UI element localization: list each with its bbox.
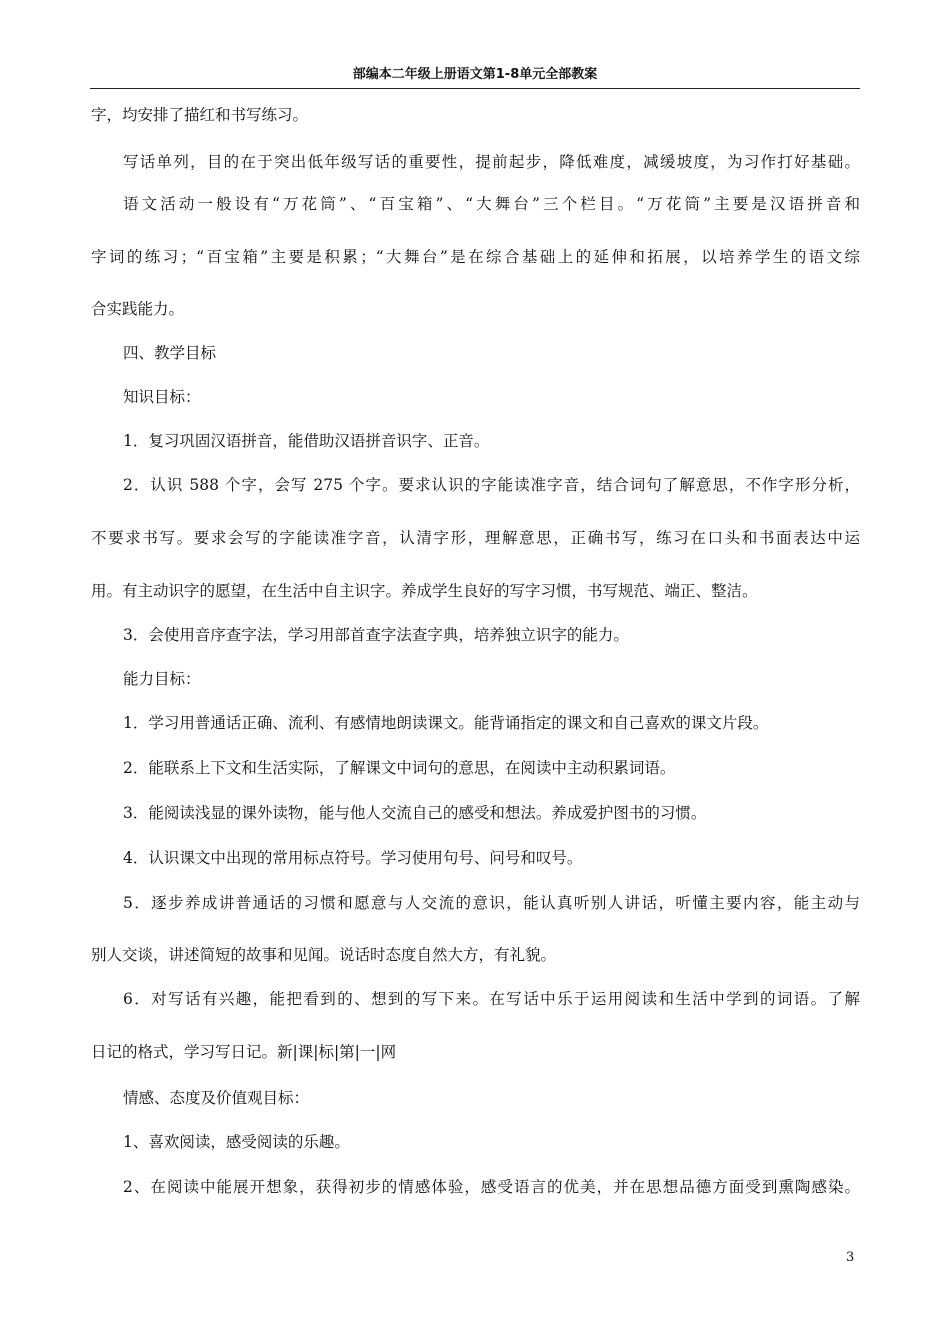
list-item: 2、在阅读中能展开想象，获得初步的情感体验，感受语言的优美，并在思想品德方面受到熏陶感染。	[123, 1178, 860, 1196]
running-header: 部编本二年级上册语文第1-8单元全部教案	[352, 67, 598, 82]
page-number: 3	[846, 1250, 855, 1265]
body-line: 用。有主动识字的愿望，在生活中自主识字。养成学生良好的写字习惯，书写规范、端正、整洁。	[91, 582, 758, 600]
subheading: 知识目标：	[123, 388, 201, 406]
body-line: 别人交谈，讲述简短的故事和见闻。说话时态度自然大方，有礼貌。	[91, 946, 557, 964]
body-line: 写话单列，目的在于突出低年级写话的重要性，提前起步，降低难度，减缓坡度，为习作打好基础。	[123, 153, 860, 171]
section-heading: 四、教学目标	[123, 344, 217, 362]
list-item: 2．能联系上下文和生活实际，了解课文中词句的意思，在阅读中主动积累词语。	[123, 759, 676, 777]
body-line: 日记的格式，学习写日记。新|课|标|第|一|网	[91, 1043, 397, 1061]
list-item: 6．对写话有兴趣，能把看到的、想到的写下来。在写话中乐于运用阅读和生活中学到的词语。了解	[123, 990, 860, 1008]
list-item: 1．学习用普通话正确、流利、有感情地朗读课文。能背诵指定的课文和自己喜欢的课文片段。	[123, 714, 769, 732]
body-line: 合实践能力。	[91, 300, 185, 318]
body-line: 语文活动一般设有“万花筒”、“百宝箱”、“大舞台”三个栏目。“万花筒”主要是汉语拼音和	[123, 195, 860, 213]
list-item: 1．复习巩固汉语拼音，能借助汉语拼音识字、正音。	[123, 432, 490, 450]
subheading: 能力目标：	[123, 670, 201, 688]
body-line: 字，均安排了描红和书写练习。	[91, 106, 309, 124]
list-item: 5．逐步养成讲普通话的习惯和愿意与人交流的意识，能认真听别人讲话，听懂主要内容，能主动与	[123, 894, 860, 912]
list-item: 4．认识课文中出现的常用标点符号。学习使用句号、问号和叹号。	[123, 849, 583, 867]
body-line: 字词的练习；“百宝箱”主要是积累；“大舞台”是在综合基础上的延伸和拓展，以培养学生的语文综	[91, 248, 860, 266]
list-item: 3．能阅读浅显的课外读物，能与他人交流自己的感受和想法。养成爱护图书的习惯。	[123, 804, 707, 822]
header-rule	[90, 88, 860, 89]
subheading: 情感、态度及价值观目标：	[123, 1089, 310, 1107]
body-line: 不要求书写。要求会写的字能读准字音，认清字形，理解意思，正确书写，练习在口头和书面表达中运	[91, 529, 860, 547]
list-item: 1、喜欢阅读，感受阅读的乐趣。	[123, 1133, 350, 1151]
list-item: 3．会使用音序查字法，学习用部首查字法查字典，培养独立识字的能力。	[123, 626, 629, 644]
list-item: 2．认识 588 个字，会写 275 个字。要求认识的字能读准字音，结合词句了解意思，不作字形分析，	[123, 476, 860, 494]
